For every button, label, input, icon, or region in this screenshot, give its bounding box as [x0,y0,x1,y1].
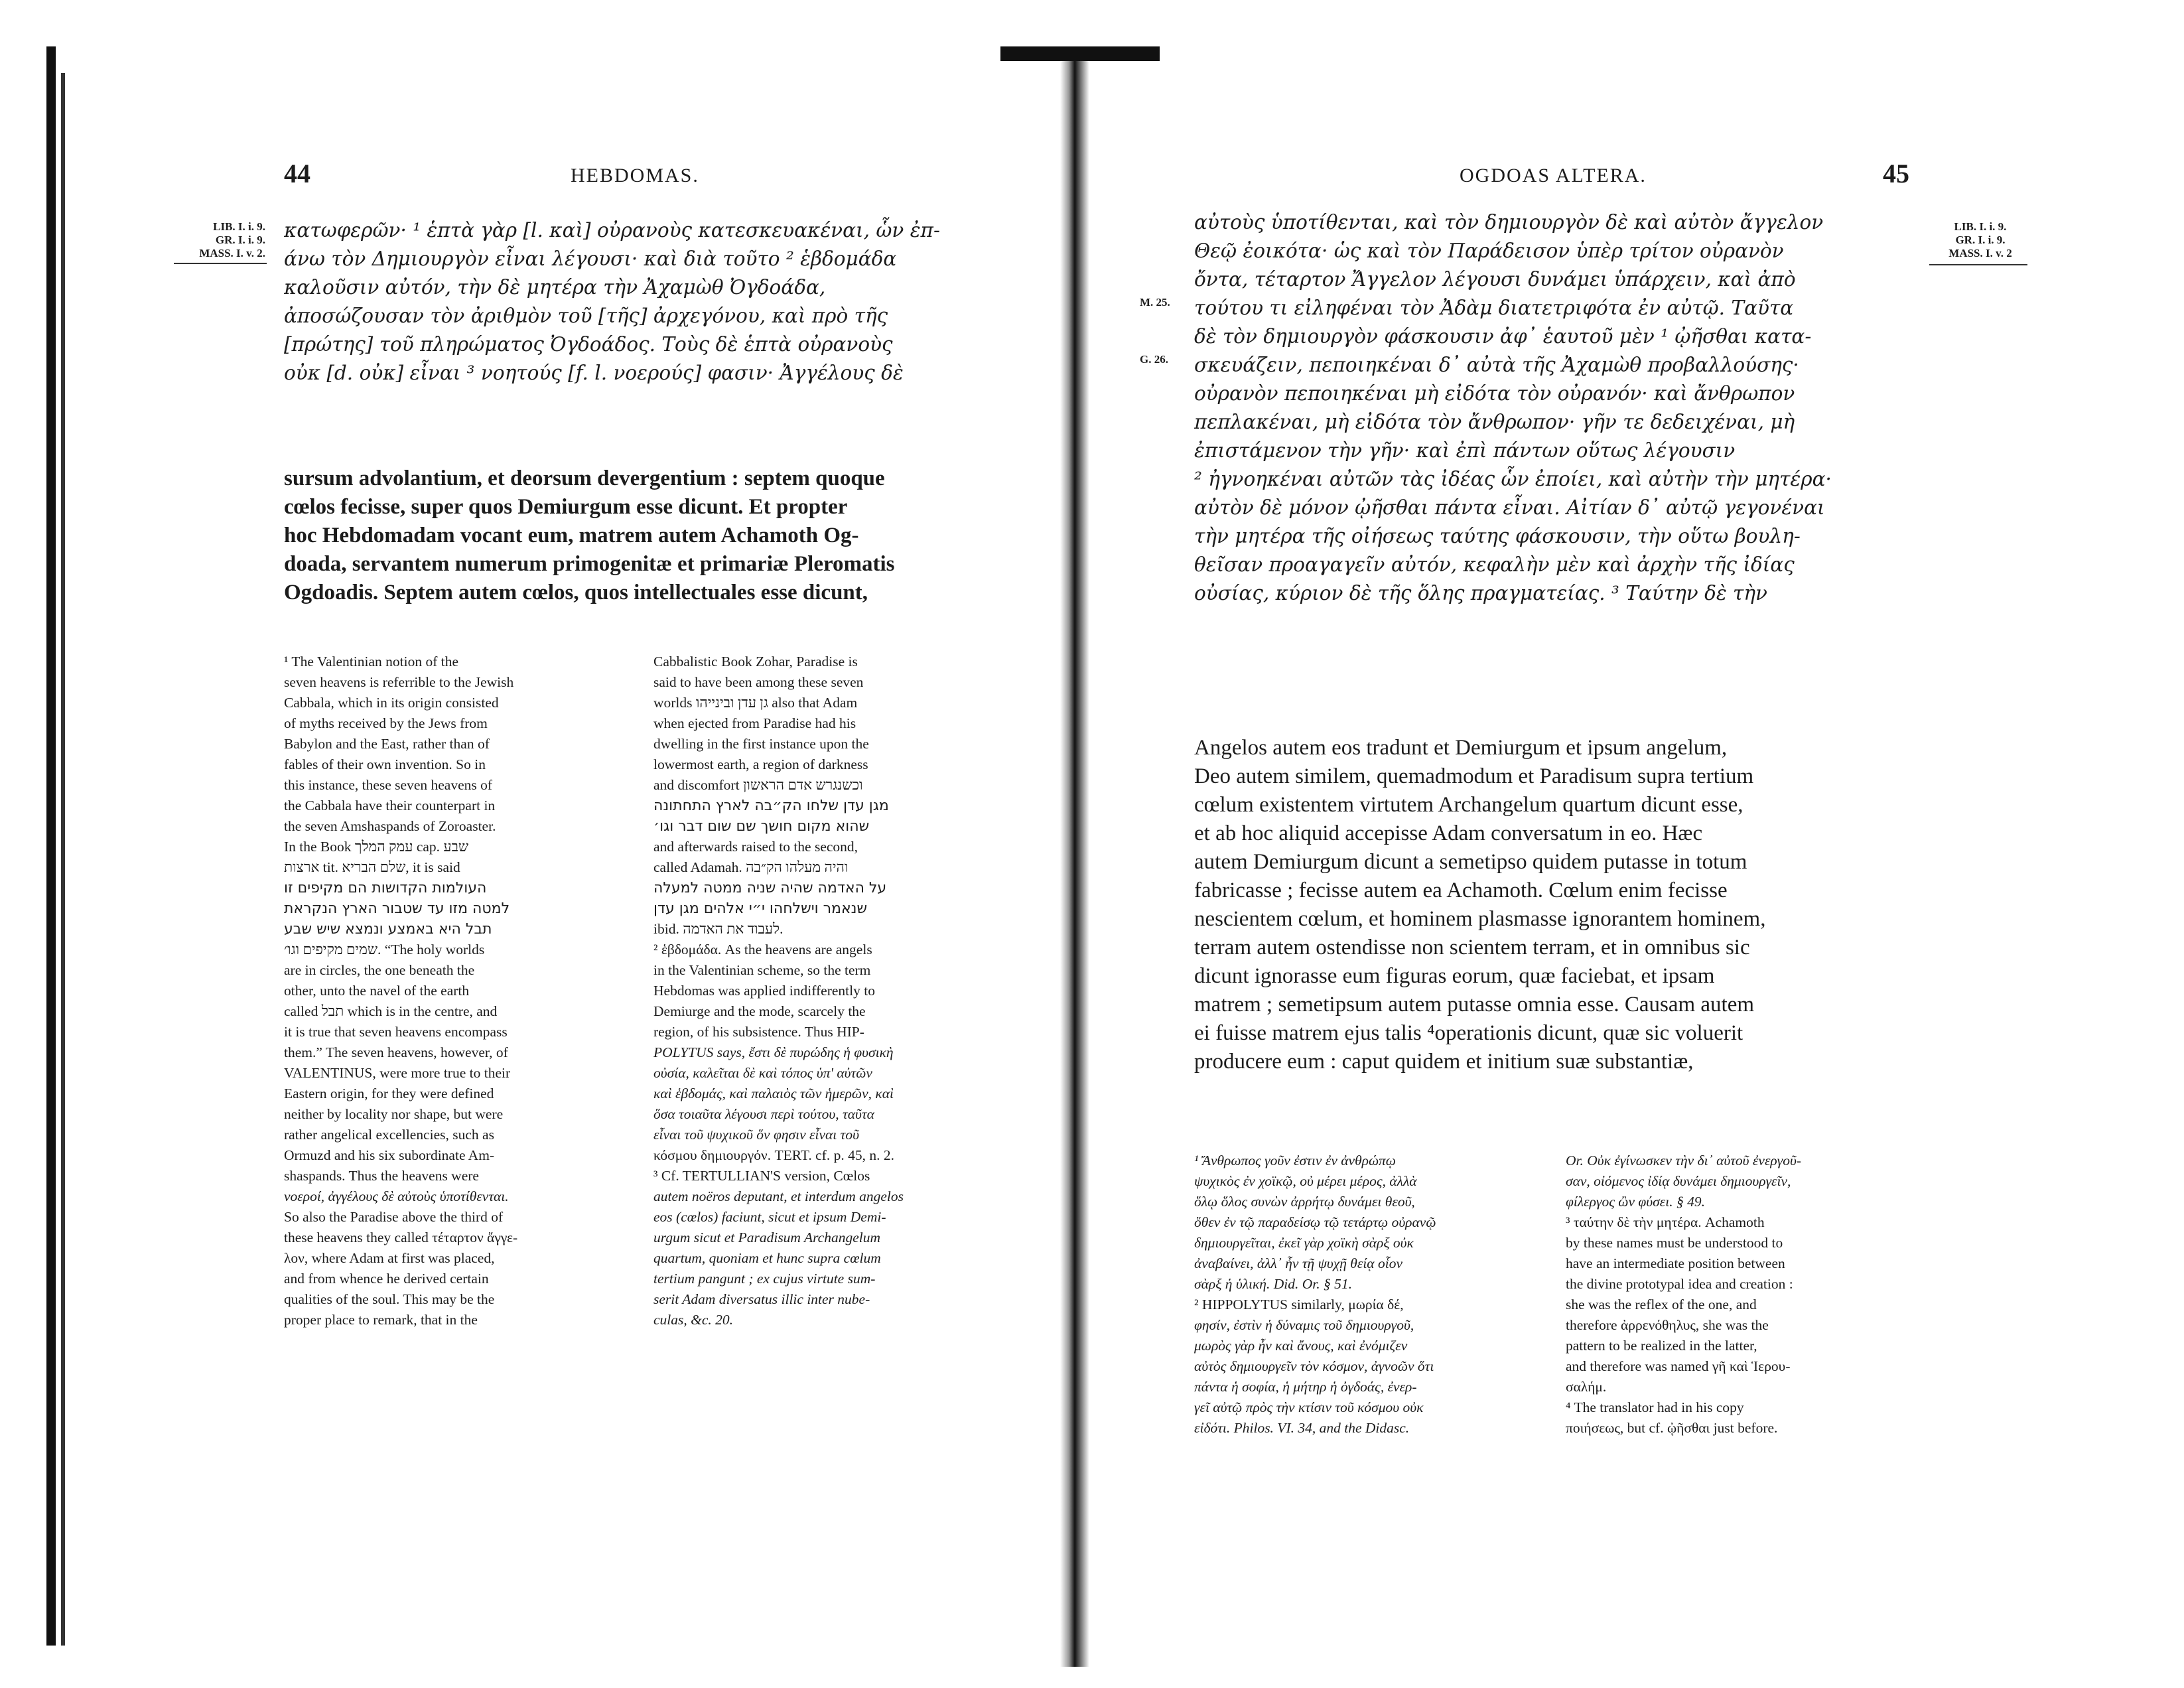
footnote-line: qualities of the soul. This may be the [284,1291,495,1307]
footnote-line: ἀναβαίνει, ἀλλ᾽ ἦν τῇ ψυχῇ θείᾳ οἷον [1194,1255,1402,1271]
footnote-line: πάντα ἡ σοφία, ἡ μήτηρ ἡ ὀγδοάς, ἐνερ- [1194,1379,1417,1395]
footnote-line: ¹ Ἄνθρωπος γοῦν ἐστιν ἐν ἀνθρώπῳ [1194,1153,1396,1168]
left-footnotes-column-2 [653,652,1012,1330]
latin-line: producere eum : caput quidem et initium suæ substantiæ, [1194,1050,1694,1074]
greek-line: αὐτὸν δὲ μόνον ᾠῆσθαι πάντα εἶναι. Αἰτίαν δ᾽ αὐτῷ γεγονέναι [1194,496,1825,519]
footnote-line: שמים מקיפים וגו׳. “The holy worlds [284,942,485,957]
footnote-line: οὐσία, καλεῖται δὲ καὶ τόπος ὑπ' αὐτῶν [653,1065,872,1081]
latin-line: Ogdoadis. Septem autem cœlos, quos intellectuales esse dicunt, [284,581,868,604]
footnote-line: the divine prototypal idea and creation : [1566,1276,1793,1292]
latin-line: ei fuisse matrem ejus talis ⁴operationis dicunt, quæ sic voluerit [1194,1021,1743,1045]
right-page-number: 45 [1883,159,1909,188]
footnote-line: it is true that seven heavens encompass [284,1024,508,1040]
latin-line: terram autem ostendisse non scientem terram, et in omnibus sic [1194,936,1750,959]
footnote-line: Babylon and the East, rather than of [284,736,490,752]
footnote-line: Eastern origin, for they were defined [284,1086,494,1101]
footnote-line: ὅθεν ἐν τῷ παραδείσῳ τῷ τετάρτῳ οὐρανῷ [1194,1214,1436,1230]
right-footnotes-column-1 [1194,1151,1542,1439]
footnote-line: VALENTINUS, were more true to their [284,1065,511,1081]
footnote-line: ² HIPPOLYTUS similarly, μωρία δέ, [1194,1297,1404,1312]
footnote-line: ποιήσεως, but cf. ᾠῆσθαι just before. [1566,1420,1778,1436]
latin-line: sursum advolantium, et deorsum devergentium : septem quoque [284,466,885,490]
margin-ref-rule [1929,264,2027,265]
footnote-line: lowermost earth, a region of darkness [653,756,868,772]
margin-ref-rule [174,263,267,264]
footnote-line: λον, where Adam at first was placed, [284,1250,495,1266]
footnote-line: So also the Paradise above the third of [284,1209,504,1225]
right-margin-refs [1931,220,2030,260]
margin-ref-lib: LIB. I. i. 9. [213,220,265,233]
footnote-line: εἰδότι. Philos. VI. 34, and the Didasc. [1194,1420,1410,1436]
footnote-line: μωρὸς γὰρ ἦν καὶ ἄνους, καὶ ἐνόμιζεν [1194,1338,1408,1354]
footnote-line: γεῖ αὐτῷ πρὸς τὴν κτίσιν τοῦ κόσμου οὐκ [1194,1399,1424,1415]
greek-line: αὐτοὺς ὑποτίθενται, καὶ τὸν δημιουργὸν δὲ καὶ αὐτὸν ἄγγελον [1194,211,1824,234]
side-ref-g: G. 26. [1140,353,1168,366]
latin-line: hoc Hebdomadam vocant eum, matrem autem Achamoth Og- [284,524,859,547]
footnote-line: said to have been among these seven [653,674,864,690]
left-footnotes-column-1 [284,652,632,1330]
right-greek-text [1194,208,1924,608]
greek-line: θεῖσαν προαγαγεῖν αὐτόν, κεφαλὴν μὲν καὶ ἀρχὴν τῆς ἰδίας [1194,553,1795,576]
footnote-line: dwelling in the first instance upon the [653,736,869,752]
footnote-line: the Cabbala have their counterpart in [284,798,496,813]
footnote-line: Hebdomas was applied indifferently to [653,983,875,999]
footnote-line: eos (cœlos) faciunt, sicut et ipsum Demi- [653,1209,886,1225]
footnote-line: pattern to be realized in the latter, [1566,1338,1757,1354]
latin-line: matrem ; semetipsum autem putasse omnia esse. Causam autem [1194,993,1755,1017]
footnote-line: rather angelical excellencies, such as [284,1127,494,1143]
left-greek-text [284,216,1014,387]
footnote-line: them.” The seven heavens, however, of [284,1044,508,1060]
greek-line: άνω τὸν Δημιουργὸν εἶναι λέγουσι· καὶ διὰ τοῦτο ² ἑβδομάδα [284,247,897,270]
greek-line: κατωφερῶν· ¹ ἑπτὰ γὰρ [l. καὶ] οὐρανοὺς κατεσκευακέναι, ὧν ἐπ- [284,219,940,242]
footnote-line: ὅσα τοιαῦτα λέγουσι περὶ τούτου, ταῦτα [653,1106,874,1122]
footnote-line: quartum, quoniam et hunc supra cœlum [653,1250,881,1266]
footnote-line: ⁴ The translator had in his copy [1566,1399,1744,1415]
footnote-line: therefore ἀρρενόθηλυς, she was the [1566,1317,1769,1333]
footnote-line: called Adamah. והיה מעלהו הק״בה [653,859,849,875]
greek-line: ² ἠγνοηκέναι αὐτῶν τὰς ἰδέας ὧν ἐποίει, καὶ αὐτὴν τὴν μητέρα· [1194,468,1832,490]
latin-line: cœlos fecisse, super quos Demiurgum esse dicunt. Et propter [284,495,848,519]
footnote-line: ὅλῳ ὅλος συνὼν ἀρρήτῳ δυνάμει θεοῦ, [1194,1194,1415,1210]
footnote-line: ארצות tit. שלם הבריא, it is said [284,859,460,875]
footnote-line: Or. Οὐκ ἐγίνωσκεν τὴν δι᾽ αὐτοῦ ἐνεργοῦ- [1566,1153,1801,1168]
footnote-line: fables of their own invention. So in [284,756,486,772]
footnote-line: culas, &c. 20. [653,1312,734,1328]
footnote-line: αὐτὸς δημιουργεῖν τὸν κόσμον, ἀγνοῶν ὅτι [1194,1358,1434,1374]
book-spine-gutter [1060,61,1089,1667]
right-latin-text [1194,734,1924,1076]
footnote-line: by these names must be understood to [1566,1235,1783,1251]
footnote-line: εἶναι τοῦ ψυχικοῦ ὅν φησιν εἶναι τοῦ [653,1127,859,1143]
footnote-line: תבל היא באמצע ונמצא שיש שבע [284,921,492,938]
footnote-line: serit Adam diversatus illic inter nube- [653,1291,870,1307]
footnote-line: σαλήμ. [1566,1379,1607,1395]
footnote-line: Ormuzd and his six subordinate Am- [284,1147,495,1163]
greek-line: τούτου τι εἰληφέναι τὸν Ἀδὰμ διατετριφότα ἐν αὐτῷ. Ταῦτα [1194,297,1794,319]
latin-line: autem Demiurgum dicunt a semetipso quidem putasse in totum [1194,850,1747,874]
footnote-line: autem noëros deputant, et interdum angelos [653,1188,904,1204]
footnote-line: σὰρξ ἡ ὑλική. Did. Or. § 51. [1194,1276,1352,1292]
margin-ref-gr: GR. I. i. 9. [215,234,265,246]
footnote-line: ibid. לעבוד את האדמה. [653,921,784,937]
footnote-line: have an intermediate position between [1566,1255,1785,1271]
left-latin-text [284,464,1014,607]
latin-line: doada, servantem numerum primogenitæ et primariæ Pleromatis [284,552,895,576]
book-binding-left-edge [46,46,56,1646]
margin-ref-lib: LIB. I. i. 9. [1954,220,2007,233]
footnote-line: POLYTUS says, ἔστι δὲ πυρώδης ἡ φυσικὴ [653,1044,894,1060]
right-footnotes-column-2 [1566,1151,1924,1439]
footnote-line: ¹ The Valentinian notion of the [284,654,459,669]
footnote-line: when ejected from Paradise had his [653,715,856,731]
footnote-line: this instance, these seven heavens of [284,777,493,793]
gutter-top-shadow [1000,46,1160,61]
footnote-line: על האדמה שהיה שניה ממטה למעלה [653,880,887,896]
left-margin-refs [166,220,265,260]
greek-line: σκευάζειν, πεποιηκέναι δ᾽ αὐτὰ τῆς Ἀχαμὼθ προβαλλούσης· [1194,354,1799,376]
greek-line: ἐπιστάμενον τὴν γῆν· καὶ ἐπὶ πάντων οὕτως λέγουσιν [1194,439,1736,462]
footnote-line: Demiurge and the mode, scarcely the [653,1003,866,1019]
footnote-line: shaspands. Thus the heavens were [284,1168,479,1184]
latin-line: Angelos autem eos tradunt et Demiurgum et ipsum angelum, [1194,736,1728,760]
greek-line: ἀποσώζουσαν τὸν ἀριθμὸν τοῦ [τῆς] ἀρχεγόνου, καὶ πρὸ τῆς [284,305,888,327]
footnote-line: καὶ ἑβδομάς, καὶ παλαιὸς τῶν ἡμερῶν, καὶ [653,1086,894,1101]
footnote-line: Cabbalistic Book Zohar, Paradise is [653,654,858,669]
footnote-line: other, unto the navel of the earth [284,983,470,999]
footnote-line: φίλεργος ὢν φύσει. § 49. [1566,1194,1705,1210]
greek-line: πεπλακέναι, μὴ εἰδότα τὸν ἄνθρωπον· γῆν τε δεδειχέναι, μὴ [1194,411,1795,433]
latin-line: Deo autem similem, quemadmodum et Paradisum supra tertium [1194,764,1754,788]
latin-line: nescientem cœlum, et hominem plasmasse ignorantem hominem, [1194,907,1766,931]
footnote-line: שהוא מקום חושך שם שום דבר וגו׳ [653,818,870,835]
footnote-line: In the Book עמק המלך cap. שבע [284,839,469,855]
footnote-line: in the Valentinian scheme, so the term [653,962,871,978]
left-page-number: 44 [284,159,310,188]
margin-ref-mass: MASS. I. v. 2. [199,247,265,259]
side-ref-m: M. 25. [1140,296,1170,309]
footnote-line: these heavens they called τέταρτον ἄγγε- [284,1230,518,1245]
book-binding-inner-edge [61,73,65,1646]
margin-ref-mass: MASS. I. v. 2 [1948,247,2012,259]
margin-ref-gr: GR. I. i. 9. [1955,234,2006,246]
footnote-line: νοεροί, ἀγγέλους δὲ αὐτοὺς ὑποτίθενται. [284,1188,509,1204]
latin-line: et ab hoc aliquid accepisse Adam conversatum in eo. Hæc [1194,821,1703,845]
footnote-line: ψυχικὸς ἐν χοϊκῷ, οὐ μέρει μέρος, ἀλλὰ [1194,1173,1417,1189]
greek-line: οὐσίας, κύριον δὲ τῆς ὅλης πραγματείας. ³ Ταύτην δὲ τὴν [1194,582,1767,604]
footnote-line: seven heavens is referrible to the Jewish [284,674,514,690]
footnote-line: neither by locality nor shape, but were [284,1106,504,1122]
footnote-line: the seven Amshaspands of Zoroaster. [284,818,496,834]
greek-line: Θεῷ ἐοικότα· ὡς καὶ τὸν Παράδεισον ὑπὲρ τρίτον οὐρανὸν [1194,240,1784,262]
footnote-line: and therefore was named γῆ καὶ Ἱερου- [1566,1358,1791,1374]
footnote-line: region, of his subsistence. Thus HIP- [653,1024,864,1040]
greek-line: καλοῦσιν αὐτόν, τὴν δὲ μητέρα τὴν Ἀχαμὼθ Ὀγδοάδα, [284,276,826,299]
greek-line: οὐκ [d. οὐκ] εἶναι ³ νοητούς [f. l. νοερούς] φασιν· Ἀγγέλους δὲ [284,362,904,384]
footnote-line: worlds גן עדן ובינייהו also that Adam [653,695,858,711]
footnote-line: ³ ταύτην δὲ τὴν μητέρα. Achamoth [1566,1214,1765,1230]
footnote-line: Cabbala, which in its origin consisted [284,695,499,711]
footnote-line: העולמות הקדושות הם מקיפים זו [284,880,487,896]
footnote-line: δημιουργεῖται, ἐκεῖ γὰρ χοϊκὴ σὰρξ οὐκ [1194,1235,1414,1251]
footnote-line: tertium pangunt ; ex cujus virtute sum- [653,1271,876,1287]
greek-line: ὄντα, τέταρτον Ἄγγελον λέγουσι δυνάμει ὑπάρχειν, καὶ ἀπὸ [1194,268,1796,291]
footnote-line: and discomfort וכשנגרש אדם הראשון [653,777,863,793]
footnote-line: proper place to remark, that in the [284,1312,478,1328]
footnote-line: ³ Cf. TERTULLIAN'S version, Cœlos [653,1168,870,1184]
latin-line: fabricasse ; fecisse autem ea Achamoth. Cœlum enim fecisse [1194,879,1728,902]
right-running-head: OGDOAS ALTERA. [1460,165,1647,186]
footnote-line: are in circles, the one beneath the [284,962,475,978]
latin-line: dicunt ignorasse eum figuras eorum, quæ faciebat, et ipsam [1194,964,1715,988]
greek-line: δὲ τὸν δημιουργὸν φάσκουσιν ἀφ᾽ ἑαυτοῦ μὲν ¹ ᾠῆσθαι κατα- [1194,325,1812,348]
footnote-line: and afterwards raised to the second, [653,839,858,855]
footnote-line: urgum sicut et Paradisum Archangelum [653,1230,880,1245]
footnote-line: σαν, οἰόμενος ἰδίᾳ δυνάμει δημιουργεῖν, [1566,1173,1791,1189]
greek-line: οὐρανὸν πεποιηκέναι μὴ εἰδότα τὸν οὐρανόν· καὶ ἄνθρωπον [1194,382,1795,405]
greek-line: τὴν μητέρα τῆς οἰήσεως ταύτης φάσκουσιν, τὴν οὕτω βουλη- [1194,525,1801,547]
left-running-head: HEBDOMAS. [571,165,699,186]
greek-line: [πρώτης] τοῦ πληρώματος Ὀγδοάδος. Τοὺς δὲ ἑπτὰ οὐρανοὺς [284,333,893,356]
footnote-line: and from whence he derived certain [284,1271,489,1287]
latin-line: cœlum existentem virtutem Archangelum quartum dicunt esse, [1194,793,1743,817]
footnote-line: שנאמר וישלחהו י״י אלהים מגן עדן [653,900,868,917]
footnote-line: of myths received by the Jews from [284,715,488,731]
footnote-line: called תבל which is in the centre, and [284,1003,498,1019]
footnote-line: ² ἑβδομάδα. As the heavens are angels [653,942,872,957]
footnote-line: למטה מזו עד שטבור הארץ הנקראת [284,900,510,917]
footnote-line: מגן עדן שלחו הק״בה לארץ התחתונה [653,798,889,814]
footnote-line: she was the reflex of the one, and [1566,1297,1757,1312]
footnote-line: φησίν, ἐστὶν ἡ δύναμις τοῦ δημιουργοῦ, [1194,1317,1414,1333]
footnote-line: κόσμου δημιουργόν. TERT. cf. p. 45, n. 2. [653,1147,894,1163]
